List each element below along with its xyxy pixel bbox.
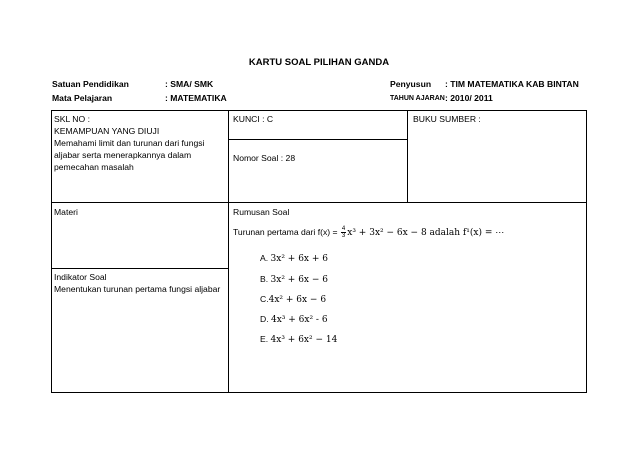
- skl-section: [54, 113, 204, 173]
- indikator-text: Menentukan turunan pertama fungsi aljabar: [54, 284, 221, 294]
- option-b: [260, 274, 328, 285]
- indikator-label: Indikator Soal: [54, 272, 107, 282]
- satuan-value: : SMA/ SMK: [165, 79, 214, 89]
- tahun-label: TAHUN AJARAN: [390, 95, 445, 102]
- option-text: 3x² + 6x + 6: [270, 254, 328, 264]
- question-prefix: Turunan pertama dari f(x) =: [233, 227, 340, 237]
- mapel-value: : MATEMATIKA: [165, 93, 227, 103]
- fraction-numerator: 4: [341, 226, 346, 233]
- option-text: 3x² + 6x − 6: [270, 275, 328, 285]
- skl-no: SKL NO :: [54, 114, 90, 124]
- rumusan-label: Rumusan Soal: [233, 207, 290, 217]
- materi-label: Materi: [54, 207, 78, 217]
- satuan-label: Satuan Pendidikan: [52, 79, 129, 89]
- indikator-section: [54, 271, 220, 295]
- buku-sumber: BUKU SUMBER :: [413, 114, 481, 124]
- nomor-soal: Nomor Soal : 28: [233, 153, 296, 163]
- mapel-label: Mata Pelajaran: [52, 93, 113, 103]
- option-d: [260, 314, 328, 325]
- kemampuan-text-2: aljabar serta menerapkannya dalam: [54, 150, 192, 160]
- option-text: 4x³ + 6x² - 6: [270, 315, 328, 325]
- option-letter: B.: [260, 274, 269, 284]
- card-title: KARTU SOAL PILIHAN GANDA: [248, 57, 390, 68]
- fraction: [341, 226, 346, 239]
- kemampuan-label: KEMAMPUAN YANG DIUJI: [54, 126, 160, 136]
- penyusun-label: Penyusun: [390, 79, 432, 89]
- option-c: [260, 294, 326, 305]
- option-text: 4x³ + 6x² − 14: [270, 335, 338, 345]
- fraction-denominator: 3: [341, 233, 346, 240]
- kemampuan-text-3: pemecahan masalah: [54, 162, 134, 172]
- option-letter: E.: [260, 334, 269, 344]
- tahun-value: : 2010/ 2011: [445, 93, 493, 103]
- option-letter: C.: [260, 294, 269, 304]
- option-e: [260, 334, 337, 345]
- penyusun-value: : TIM MATEMATIKA KAB BINTAN: [445, 79, 579, 89]
- option-letter: D.: [260, 314, 269, 324]
- question-expression: x³ + 3x² − 6x − 8 adalah f¹(x) = ⋯: [347, 228, 505, 238]
- option-a: [260, 253, 328, 264]
- option-text: 4x² + 6x − 6: [268, 295, 327, 305]
- option-letter: A.: [260, 253, 269, 263]
- kemampuan-text-1: Memahami limit dan turunan dari fungsi: [54, 138, 205, 148]
- question: [233, 222, 504, 243]
- kunci: KUNCI : C: [233, 114, 274, 124]
